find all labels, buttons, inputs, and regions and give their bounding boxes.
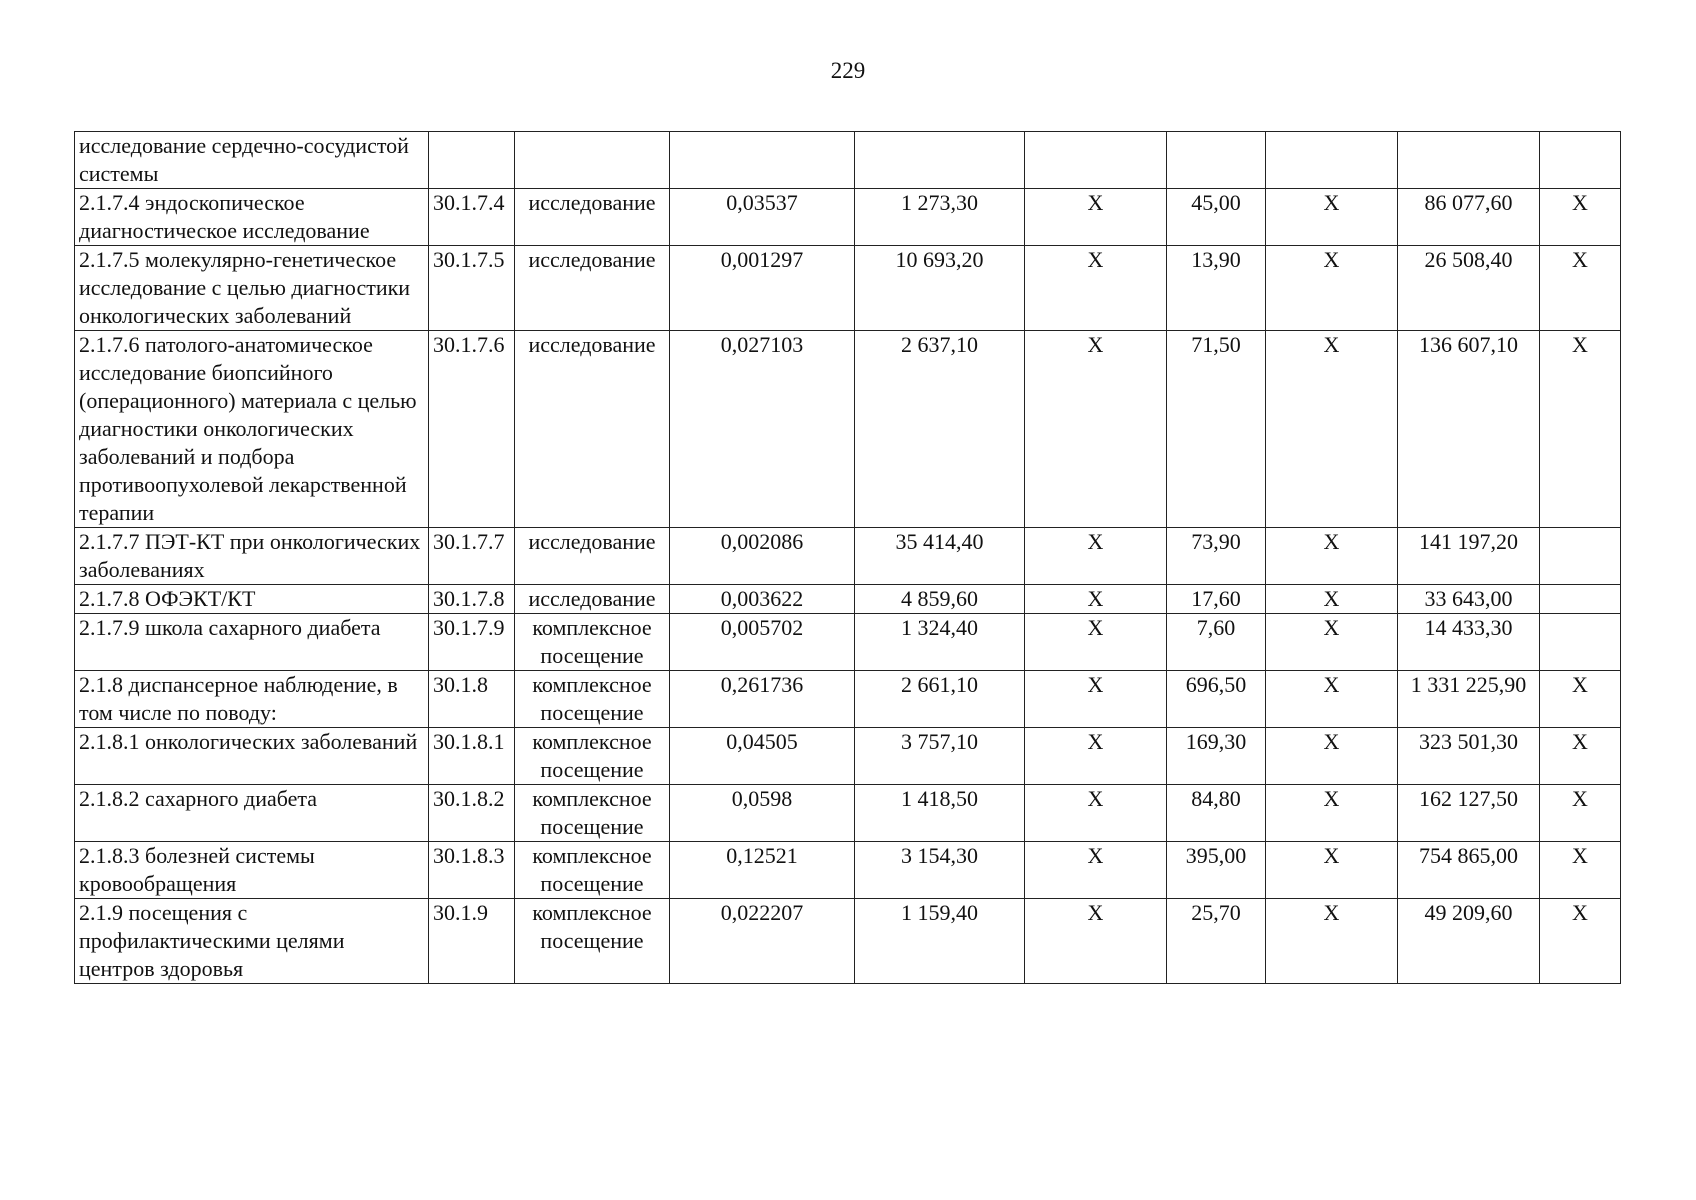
x-mark-cell: X	[1540, 331, 1621, 528]
x-mark-cell: X	[1025, 728, 1167, 785]
x-mark-cell: X	[1025, 614, 1167, 671]
table-row	[75, 189, 1621, 246]
unit-cost-cell: 1 159,40	[855, 899, 1025, 984]
unit-cell: комплексное посещение	[515, 614, 670, 671]
total-cost-cell: 141 197,20	[1398, 528, 1540, 585]
service-name-cell: 2.1.7.5 молекулярно-генетическое исследование с целью диагностики онкологических заболеваний	[75, 246, 429, 331]
total-cost-cell: 754 865,00	[1398, 842, 1540, 899]
norm-volume-cell	[670, 132, 855, 189]
x-mark-cell: X	[1540, 728, 1621, 785]
data-table	[74, 131, 1621, 984]
per-capita-cell: 7,60	[1167, 614, 1266, 671]
service-name-cell: 2.1.8 диспансерное наблюдение, в том числе по поводу:	[75, 671, 429, 728]
norm-volume-cell: 0,0598	[670, 785, 855, 842]
total-cost-cell: 136 607,10	[1398, 331, 1540, 528]
table-row	[75, 331, 1621, 528]
unit-cell: комплексное посещение	[515, 785, 670, 842]
total-cost-cell	[1398, 132, 1540, 189]
row-code-cell: 30.1.7.7	[429, 528, 515, 585]
x-mark-cell: X	[1540, 671, 1621, 728]
table-row	[75, 528, 1621, 585]
norm-volume-cell: 0,12521	[670, 842, 855, 899]
per-capita-cell	[1167, 132, 1266, 189]
x-mark-cell: X	[1540, 842, 1621, 899]
service-name-cell: 2.1.7.7 ПЭТ-КТ при онкологических заболеваниях	[75, 528, 429, 585]
total-cost-cell: 86 077,60	[1398, 189, 1540, 246]
unit-cell: комплексное посещение	[515, 899, 670, 984]
total-cost-cell: 162 127,50	[1398, 785, 1540, 842]
total-cost-cell: 33 643,00	[1398, 585, 1540, 614]
norm-volume-cell: 0,027103	[670, 331, 855, 528]
per-capita-cell: 696,50	[1167, 671, 1266, 728]
x-mark-cell	[1266, 132, 1398, 189]
unit-cell: исследование	[515, 246, 670, 331]
unit-cell: комплексное посещение	[515, 671, 670, 728]
norm-volume-cell: 0,005702	[670, 614, 855, 671]
unit-cell: исследование	[515, 189, 670, 246]
x-mark-cell: X	[1266, 671, 1398, 728]
row-code-cell: 30.1.8	[429, 671, 515, 728]
total-cost-cell: 1 331 225,90	[1398, 671, 1540, 728]
unit-cost-cell: 1 273,30	[855, 189, 1025, 246]
unit-cell: исследование	[515, 585, 670, 614]
service-name-cell: 2.1.7.4 эндоскопическое диагностическое исследование	[75, 189, 429, 246]
x-mark-cell: X	[1540, 189, 1621, 246]
unit-cell: исследование	[515, 528, 670, 585]
table-body	[75, 132, 1621, 984]
per-capita-cell: 395,00	[1167, 842, 1266, 899]
x-mark-cell: X	[1266, 842, 1398, 899]
row-code-cell: 30.1.7.8	[429, 585, 515, 614]
x-mark-cell: X	[1266, 331, 1398, 528]
table-row	[75, 785, 1621, 842]
x-mark-cell: X	[1266, 528, 1398, 585]
x-mark-cell: X	[1266, 246, 1398, 331]
norm-volume-cell: 0,003622	[670, 585, 855, 614]
total-cost-cell: 323 501,30	[1398, 728, 1540, 785]
table-row	[75, 132, 1621, 189]
norm-volume-cell: 0,261736	[670, 671, 855, 728]
service-name-cell: 2.1.8.2 сахарного диабета	[75, 785, 429, 842]
norm-volume-cell: 0,03537	[670, 189, 855, 246]
service-name-cell: 2.1.9 посещения с профилактическими целями центров здоровья	[75, 899, 429, 984]
x-mark-cell: X	[1025, 246, 1167, 331]
table-row	[75, 899, 1621, 984]
table-row	[75, 671, 1621, 728]
total-cost-cell: 26 508,40	[1398, 246, 1540, 331]
service-name-cell: исследование сердечно-сосудистой системы	[75, 132, 429, 189]
unit-cost-cell	[855, 132, 1025, 189]
total-cost-cell: 49 209,60	[1398, 899, 1540, 984]
table-row	[75, 585, 1621, 614]
per-capita-cell: 17,60	[1167, 585, 1266, 614]
norm-volume-cell: 0,022207	[670, 899, 855, 984]
x-mark-cell	[1025, 132, 1167, 189]
x-mark-cell: X	[1540, 785, 1621, 842]
x-mark-cell: X	[1025, 189, 1167, 246]
x-mark-cell: X	[1266, 614, 1398, 671]
row-code-cell: 30.1.8.3	[429, 842, 515, 899]
per-capita-cell: 13,90	[1167, 246, 1266, 331]
unit-cell: исследование	[515, 331, 670, 528]
per-capita-cell: 45,00	[1167, 189, 1266, 246]
row-code-cell: 30.1.7.9	[429, 614, 515, 671]
service-name-cell: 2.1.7.6 патолого-анатомическое исследование биопсийного (операционного) материала с целью диагностики онкологических заболеваний и подбора противоопухолевой лекарственной терапии	[75, 331, 429, 528]
per-capita-cell: 71,50	[1167, 331, 1266, 528]
norm-volume-cell: 0,002086	[670, 528, 855, 585]
table-row	[75, 246, 1621, 331]
table-row	[75, 842, 1621, 899]
x-mark-cell: X	[1266, 785, 1398, 842]
x-mark-cell: X	[1266, 585, 1398, 614]
page-number: 229	[830, 58, 866, 83]
x-mark-cell	[1540, 132, 1621, 189]
table-row	[75, 614, 1621, 671]
x-mark-cell: X	[1025, 899, 1167, 984]
per-capita-cell: 73,90	[1167, 528, 1266, 585]
x-mark-cell	[1540, 528, 1621, 585]
x-mark-cell: X	[1266, 899, 1398, 984]
unit-cost-cell: 35 414,40	[855, 528, 1025, 585]
per-capita-cell: 25,70	[1167, 899, 1266, 984]
unit-cost-cell: 1 418,50	[855, 785, 1025, 842]
unit-cost-cell: 10 693,20	[855, 246, 1025, 331]
service-name-cell: 2.1.8.3 болезней системы кровообращения	[75, 842, 429, 899]
x-mark-cell: X	[1266, 728, 1398, 785]
row-code-cell: 30.1.7.6	[429, 331, 515, 528]
total-cost-cell: 14 433,30	[1398, 614, 1540, 671]
row-code-cell: 30.1.7.4	[429, 189, 515, 246]
unit-cost-cell: 4 859,60	[855, 585, 1025, 614]
x-mark-cell: X	[1025, 671, 1167, 728]
per-capita-cell: 169,30	[1167, 728, 1266, 785]
x-mark-cell: X	[1540, 246, 1621, 331]
x-mark-cell: X	[1266, 189, 1398, 246]
service-name-cell: 2.1.8.1 онкологических заболеваний	[75, 728, 429, 785]
row-code-cell: 30.1.8.2	[429, 785, 515, 842]
row-code-cell: 30.1.8.1	[429, 728, 515, 785]
x-mark-cell	[1540, 614, 1621, 671]
unit-cost-cell: 2 661,10	[855, 671, 1025, 728]
norm-volume-cell: 0,001297	[670, 246, 855, 331]
unit-cost-cell: 3 757,10	[855, 728, 1025, 785]
row-code-cell: 30.1.9	[429, 899, 515, 984]
unit-cost-cell: 1 324,40	[855, 614, 1025, 671]
service-name-cell: 2.1.7.9 школа сахарного диабета	[75, 614, 429, 671]
x-mark-cell: X	[1025, 585, 1167, 614]
norm-volume-cell: 0,04505	[670, 728, 855, 785]
unit-cell: комплексное посещение	[515, 728, 670, 785]
unit-cell	[515, 132, 670, 189]
row-code-cell	[429, 132, 515, 189]
unit-cost-cell: 2 637,10	[855, 331, 1025, 528]
x-mark-cell: X	[1025, 331, 1167, 528]
service-name-cell: 2.1.7.8 ОФЭКТ/КТ	[75, 585, 429, 614]
x-mark-cell	[1540, 585, 1621, 614]
unit-cell: комплексное посещение	[515, 842, 670, 899]
table-row	[75, 728, 1621, 785]
x-mark-cell: X	[1025, 528, 1167, 585]
per-capita-cell: 84,80	[1167, 785, 1266, 842]
x-mark-cell: X	[1025, 785, 1167, 842]
row-code-cell: 30.1.7.5	[429, 246, 515, 331]
x-mark-cell: X	[1540, 899, 1621, 984]
unit-cost-cell: 3 154,30	[855, 842, 1025, 899]
x-mark-cell: X	[1025, 842, 1167, 899]
